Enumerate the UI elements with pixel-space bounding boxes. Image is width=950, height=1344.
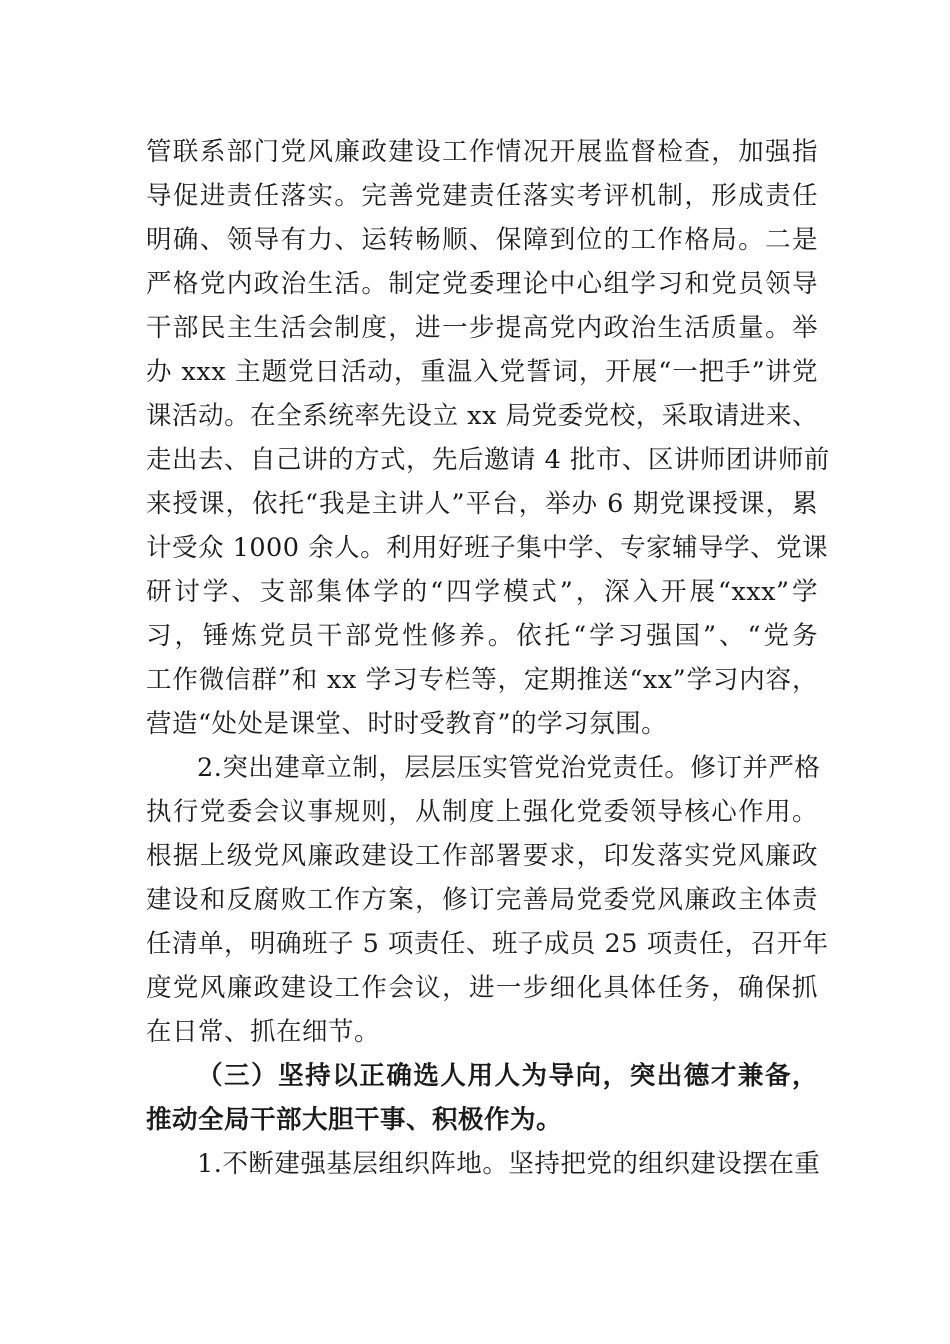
text-line: 课活动。在全系统率先设立 xx 局党委党校，采取请进来、 [146,401,818,431]
text-line: 办 xxx 主题党日活动，重温入党誓词，开展“一把手”讲党 [146,357,818,387]
text-line: 管联系部门党风廉政建设工作情况开展监督检查，加强指 [146,137,818,167]
text-line: 在日常、抓在细节。 [146,1017,381,1047]
text-line: 研讨学、支部集体学的“四学模式”，深入开展“xxx”学 [146,577,818,607]
text-line: 来授课，依托“我是主讲人”平台，举办 6 期党课授课，累 [146,489,818,519]
section-heading-line: （三）坚持以正确选人用人为导向，突出德才兼备， [197,1061,818,1091]
text-line: 任清单，明确班子 5 项责任、班子成员 25 项责任，召开年 [146,929,829,959]
text-line: 习，锤炼党员干部党性修养。依托“学习强国”、“党务 [146,621,818,651]
text-line: 严格党内政治生活。制定党委理论中心组学习和党员领导 [146,269,818,299]
text-line: 干部民主生活会制度，进一步提高党内政治生活质量。举 [146,313,818,343]
section-heading-line: 推动全局干部大胆干事、积极作为。 [146,1105,563,1135]
text-line: 根据上级党风廉政建设工作部署要求，印发落实党风廉政 [146,841,818,871]
text-line: 走出去、自己讲的方式，先后邀请 4 批市、区讲师团讲师前 [146,445,830,475]
text-line: 明确、领导有力、运转畅顺、保障到位的工作格局。二是 [146,225,818,255]
paragraph-start-line: 1.不断建强基层组织阵地。坚持把党的组织建设摆在重 [197,1149,821,1179]
text-line: 度党风廉政建设工作会议，进一步细化具体任务，确保抓 [146,973,818,1003]
text-line: 导促进责任落实。完善党建责任落实考评机制，形成责任 [146,181,818,211]
text-line: 工作微信群”和 xx 学习专栏等，定期推送“xx”学习内容， [146,665,818,695]
paragraph-start-line: 2.突出建章立制，层层压实管党治党责任。修订并严格 [197,753,821,783]
document-body [146,130,830,1186]
text-line: 计受众 1000 余人。利用好班子集中学、专家辅导学、党课 [146,533,829,563]
text-line: 建设和反腐败工作方案，修订完善局党委党风廉政主体责 [146,885,818,915]
text-line: 执行党委会议事规则，从制度上强化党委领导核心作用。 [146,797,818,827]
text-line: 营造“处处是课堂、时时受教育”的学习氛围。 [146,709,668,739]
